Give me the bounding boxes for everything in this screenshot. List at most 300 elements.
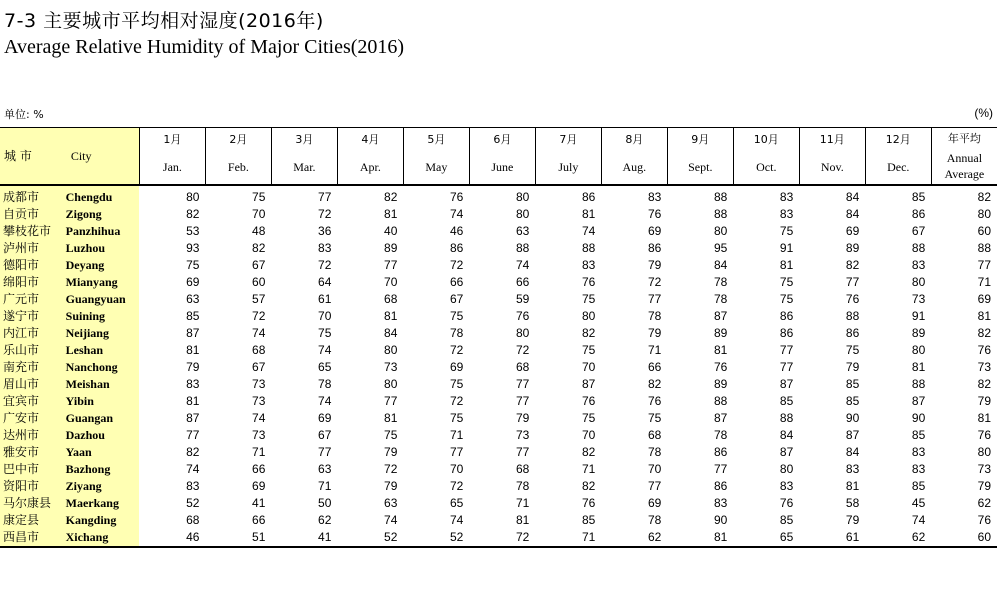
city-name-cn: 绵阳市 xyxy=(0,274,63,291)
humidity-cell: 79 xyxy=(384,479,398,493)
humidity-cell: 87 xyxy=(845,428,860,442)
humidity-cell: 65 xyxy=(318,360,332,374)
humidity-cell: 62 xyxy=(601,529,667,547)
humidity-cell: 85 xyxy=(845,394,860,408)
city-name-cn: 遂宁市 xyxy=(0,308,63,325)
humidity-cell: 63 xyxy=(318,462,332,476)
humidity-cell: 81 xyxy=(667,529,733,547)
table-row xyxy=(0,223,997,240)
city-name-en: Kangding xyxy=(63,512,140,529)
city-name-en: Chengdu xyxy=(63,185,140,206)
humidity-cell: 75 xyxy=(779,275,794,289)
city-name-cn: 达州市 xyxy=(0,427,63,444)
humidity-cell: 87 xyxy=(713,309,728,323)
table-row xyxy=(0,342,997,359)
humidity-cell: 80 xyxy=(581,309,596,323)
humidity-cell: 72 xyxy=(252,309,266,323)
humidity-cell: 90 xyxy=(713,513,728,527)
humidity-cell: 81 xyxy=(186,343,200,357)
humidity-cell: 88 xyxy=(581,241,596,255)
table-row xyxy=(0,393,997,410)
humidity-cell: 86 xyxy=(779,309,794,323)
humidity-cell: 80 xyxy=(515,326,530,340)
humidity-cell: 51 xyxy=(205,529,271,547)
humidity-cell: 66 xyxy=(252,462,266,476)
humidity-cell: 71 xyxy=(252,445,266,459)
table-row xyxy=(0,185,997,206)
humidity-cell: 71 xyxy=(450,428,464,442)
annual-average-cell: 73 xyxy=(977,360,991,374)
annual-average-header: 年平均 Annual Average xyxy=(931,128,997,186)
humidity-cell: 66 xyxy=(647,360,662,374)
humidity-cell: 77 xyxy=(318,445,332,459)
humidity-cell: 66 xyxy=(515,275,530,289)
humidity-cell: 71 xyxy=(318,479,332,493)
humidity-cell: 83 xyxy=(779,207,794,221)
humidity-cell: 73 xyxy=(252,394,266,408)
humidity-cell: 80 xyxy=(779,462,794,476)
humidity-cell: 67 xyxy=(450,292,464,306)
humidity-cell: 52 xyxy=(403,529,469,547)
month-header-dec: 12月 Dec. xyxy=(865,128,931,186)
humidity-cell: 41 xyxy=(271,529,337,547)
humidity-cell: 84 xyxy=(845,207,860,221)
humidity-cell: 88 xyxy=(515,241,530,255)
city-name-cn: 自贡市 xyxy=(0,206,63,223)
city-name-cn: 资阳市 xyxy=(0,478,63,495)
humidity-cell: 70 xyxy=(450,462,464,476)
annual-average-cell: 80 xyxy=(977,445,991,459)
humidity-cell: 88 xyxy=(713,190,728,204)
humidity-cell: 79 xyxy=(647,326,662,340)
humidity-cell: 45 xyxy=(911,496,926,510)
humidity-cell: 81 xyxy=(384,309,398,323)
humidity-cell: 72 xyxy=(469,529,535,547)
humidity-cell: 75 xyxy=(581,292,596,306)
humidity-cell: 86 xyxy=(911,207,926,221)
page-title-english: Average Relative Humidity of Major Cities(2016) xyxy=(4,36,405,58)
table-row xyxy=(0,325,997,342)
humidity-cell: 71 xyxy=(535,529,601,547)
table-row xyxy=(0,410,997,427)
table-row xyxy=(0,291,997,308)
city-header-en: City xyxy=(70,149,92,163)
city-name-cn: 广元市 xyxy=(0,291,63,308)
humidity-cell: 87 xyxy=(186,326,200,340)
humidity-cell: 82 xyxy=(581,326,596,340)
annual-average-cell: 71 xyxy=(977,275,991,289)
humidity-cell: 83 xyxy=(779,479,794,493)
humidity-cell: 70 xyxy=(581,428,596,442)
humidity-cell: 61 xyxy=(799,529,865,547)
annual-average-cell: 60 xyxy=(931,529,997,547)
humidity-cell: 79 xyxy=(845,513,860,527)
table-row xyxy=(0,461,997,478)
humidity-cell: 85 xyxy=(911,479,926,493)
city-name-cn: 内江市 xyxy=(0,325,63,342)
humidity-cell: 76 xyxy=(450,190,464,204)
city-name-en: Suining xyxy=(63,308,140,325)
humidity-cell: 64 xyxy=(318,275,332,289)
humidity-cell: 86 xyxy=(713,445,728,459)
humidity-cell: 73 xyxy=(252,428,266,442)
humidity-cell: 74 xyxy=(318,343,332,357)
humidity-cell: 80 xyxy=(384,343,398,357)
humidity-cell: 83 xyxy=(581,258,596,272)
annual-average-cell: 81 xyxy=(977,411,991,425)
city-header-cn: 城 市 xyxy=(4,149,32,163)
annual-average-cell: 82 xyxy=(977,377,991,391)
humidity-cell: 75 xyxy=(450,411,464,425)
humidity-cell: 85 xyxy=(186,309,200,323)
humidity-cell: 84 xyxy=(845,445,860,459)
humidity-cell: 75 xyxy=(318,326,332,340)
humidity-cell: 63 xyxy=(384,496,398,510)
humidity-cell: 76 xyxy=(581,394,596,408)
humidity-cell: 62 xyxy=(865,529,931,547)
table-row xyxy=(0,512,997,529)
humidity-cell: 83 xyxy=(186,377,200,391)
table-row xyxy=(0,206,997,223)
humidity-cell: 87 xyxy=(779,445,794,459)
humidity-cell: 88 xyxy=(911,241,926,255)
humidity-cell: 78 xyxy=(647,309,662,323)
table-body xyxy=(0,185,997,547)
humidity-cell: 72 xyxy=(450,258,464,272)
humidity-cell: 80 xyxy=(515,190,530,204)
month-header-aug: 8月 Aug. xyxy=(601,128,667,186)
humidity-cell: 76 xyxy=(647,394,662,408)
humidity-cell: 81 xyxy=(845,479,860,493)
humidity-cell: 81 xyxy=(384,411,398,425)
humidity-cell: 85 xyxy=(581,513,596,527)
humidity-cell: 61 xyxy=(318,292,332,306)
unit-label: 单位: % xyxy=(4,108,44,121)
city-name-cn: 泸州市 xyxy=(0,240,63,257)
humidity-cell: 78 xyxy=(713,428,728,442)
humidity-cell: 72 xyxy=(450,343,464,357)
humidity-cell: 73 xyxy=(911,292,926,306)
humidity-cell: 70 xyxy=(384,275,398,289)
humidity-cell: 76 xyxy=(779,496,794,510)
humidity-cell: 72 xyxy=(384,462,398,476)
humidity-cell: 77 xyxy=(384,258,398,272)
humidity-cell: 88 xyxy=(845,309,860,323)
humidity-cell: 50 xyxy=(318,496,332,510)
month-header-apr: 4月 Apr. xyxy=(337,128,403,186)
table-row xyxy=(0,444,997,461)
humidity-cell: 86 xyxy=(581,190,596,204)
humidity-cell: 75 xyxy=(384,428,398,442)
humidity-cell: 70 xyxy=(647,462,662,476)
month-header-may: 5月 May xyxy=(403,128,469,186)
humidity-cell: 77 xyxy=(450,445,464,459)
humidity-cell: 79 xyxy=(186,360,200,374)
humidity-cell: 65 xyxy=(733,529,799,547)
humidity-cell: 81 xyxy=(581,207,596,221)
humidity-table xyxy=(0,127,997,548)
humidity-cell: 75 xyxy=(581,411,596,425)
humidity-cell: 84 xyxy=(845,190,860,204)
humidity-cell: 95 xyxy=(713,241,728,255)
humidity-cell: 78 xyxy=(318,377,332,391)
humidity-cell: 88 xyxy=(713,394,728,408)
table-header-row xyxy=(0,128,997,186)
humidity-cell: 81 xyxy=(515,513,530,527)
humidity-cell: 89 xyxy=(911,326,926,340)
humidity-cell: 71 xyxy=(515,496,530,510)
humidity-cell: 72 xyxy=(450,394,464,408)
humidity-cell: 86 xyxy=(779,326,794,340)
humidity-cell: 88 xyxy=(779,411,794,425)
humidity-cell: 60 xyxy=(252,275,266,289)
humidity-cell: 80 xyxy=(911,275,926,289)
humidity-cell: 79 xyxy=(845,360,860,374)
humidity-cell: 77 xyxy=(647,479,662,493)
humidity-cell: 63 xyxy=(515,224,530,238)
annual-average-cell: 60 xyxy=(977,224,991,238)
humidity-cell: 77 xyxy=(515,445,530,459)
humidity-cell: 48 xyxy=(252,224,266,238)
annual-average-cell: 88 xyxy=(977,241,991,255)
city-name-en: Panzhihua xyxy=(63,223,140,240)
humidity-cell: 78 xyxy=(450,326,464,340)
humidity-cell: 77 xyxy=(515,394,530,408)
humidity-cell: 74 xyxy=(252,326,266,340)
humidity-cell: 83 xyxy=(647,190,662,204)
city-name-cn: 攀枝花市 xyxy=(0,223,63,240)
humidity-cell: 77 xyxy=(515,377,530,391)
humidity-cell: 75 xyxy=(647,411,662,425)
humidity-cell: 69 xyxy=(647,496,662,510)
humidity-cell: 77 xyxy=(318,190,332,204)
table-row xyxy=(0,240,997,257)
humidity-cell: 74 xyxy=(252,411,266,425)
month-header-nov: 11月 Nov. xyxy=(799,128,865,186)
humidity-cell: 88 xyxy=(911,377,926,391)
humidity-cell: 75 xyxy=(779,292,794,306)
humidity-cell: 78 xyxy=(647,513,662,527)
humidity-cell: 59 xyxy=(515,292,530,306)
humidity-cell: 68 xyxy=(252,343,266,357)
city-name-en: Luzhou xyxy=(63,240,140,257)
humidity-cell: 81 xyxy=(911,360,926,374)
humidity-cell: 72 xyxy=(318,207,332,221)
humidity-cell: 80 xyxy=(713,224,728,238)
humidity-cell: 87 xyxy=(779,377,794,391)
city-name-cn: 广安市 xyxy=(0,410,63,427)
humidity-cell: 79 xyxy=(515,411,530,425)
humidity-cell: 83 xyxy=(713,496,728,510)
humidity-cell: 80 xyxy=(515,207,530,221)
humidity-cell: 75 xyxy=(779,224,794,238)
humidity-cell: 83 xyxy=(911,258,926,272)
month-header-jun: 6月 June xyxy=(469,128,535,186)
annual-average-cell: 76 xyxy=(977,428,991,442)
humidity-cell: 89 xyxy=(845,241,860,255)
table-row xyxy=(0,257,997,274)
humidity-cell: 78 xyxy=(713,292,728,306)
humidity-cell: 74 xyxy=(450,207,464,221)
city-name-cn: 马尔康县 xyxy=(0,495,63,512)
city-name-cn: 德阳市 xyxy=(0,257,63,274)
humidity-cell: 89 xyxy=(713,377,728,391)
humidity-cell: 87 xyxy=(581,377,596,391)
city-name-en: Meishan xyxy=(63,376,140,393)
humidity-cell: 52 xyxy=(186,496,200,510)
humidity-cell: 87 xyxy=(713,411,728,425)
annual-average-cell: 81 xyxy=(977,309,991,323)
humidity-cell: 82 xyxy=(384,190,398,204)
humidity-cell: 71 xyxy=(581,462,596,476)
humidity-cell: 72 xyxy=(647,275,662,289)
annual-average-cell: 82 xyxy=(977,326,991,340)
humidity-cell: 77 xyxy=(779,343,794,357)
city-name-cn: 眉山市 xyxy=(0,376,63,393)
humidity-cell: 84 xyxy=(713,258,728,272)
humidity-cell: 74 xyxy=(450,513,464,527)
table-row xyxy=(0,376,997,393)
table-row xyxy=(0,359,997,376)
humidity-cell: 76 xyxy=(581,275,596,289)
month-header-jul: 7月 July xyxy=(535,128,601,186)
humidity-cell: 70 xyxy=(581,360,596,374)
humidity-cell: 70 xyxy=(252,207,266,221)
annual-average-cell: 77 xyxy=(977,258,991,272)
humidity-cell: 82 xyxy=(186,445,200,459)
humidity-cell: 86 xyxy=(713,479,728,493)
humidity-cell: 76 xyxy=(845,292,860,306)
humidity-cell: 85 xyxy=(779,513,794,527)
humidity-cell: 58 xyxy=(845,496,860,510)
humidity-cell: 75 xyxy=(845,343,860,357)
annual-average-cell: 82 xyxy=(977,190,991,204)
humidity-cell: 81 xyxy=(779,258,794,272)
annual-average-cell: 62 xyxy=(977,496,991,510)
city-name-en: Ziyang xyxy=(63,478,140,495)
humidity-cell: 78 xyxy=(647,445,662,459)
city-name-en: Yibin xyxy=(63,393,140,410)
city-name-cn: 西昌市 xyxy=(0,529,63,547)
humidity-cell: 82 xyxy=(581,479,596,493)
humidity-cell: 86 xyxy=(450,241,464,255)
humidity-cell: 77 xyxy=(384,394,398,408)
page-title-chinese: 7-3 主要城市平均相对湿度(2016年) xyxy=(4,10,324,32)
humidity-cell: 88 xyxy=(713,207,728,221)
humidity-cell: 74 xyxy=(581,224,596,238)
table-row xyxy=(0,478,997,495)
humidity-cell: 82 xyxy=(186,207,200,221)
humidity-cell: 84 xyxy=(384,326,398,340)
humidity-cell: 87 xyxy=(186,411,200,425)
humidity-cell: 76 xyxy=(581,496,596,510)
humidity-cell: 90 xyxy=(911,411,926,425)
humidity-cell: 73 xyxy=(384,360,398,374)
humidity-cell: 85 xyxy=(911,428,926,442)
humidity-cell: 91 xyxy=(911,309,926,323)
humidity-cell: 83 xyxy=(911,462,926,476)
humidity-cell: 84 xyxy=(779,428,794,442)
humidity-cell: 76 xyxy=(647,207,662,221)
humidity-cell: 74 xyxy=(186,462,200,476)
city-name-cn: 乐山市 xyxy=(0,342,63,359)
humidity-cell: 79 xyxy=(384,445,398,459)
annual-average-cell: 79 xyxy=(977,394,991,408)
city-name-en: Zigong xyxy=(63,206,140,223)
humidity-cell: 63 xyxy=(186,292,200,306)
table-row xyxy=(0,529,997,547)
table-row xyxy=(0,495,997,512)
humidity-cell: 67 xyxy=(911,224,926,238)
humidity-cell: 81 xyxy=(186,394,200,408)
humidity-cell: 69 xyxy=(450,360,464,374)
city-name-cn: 雅安市 xyxy=(0,444,63,461)
humidity-cell: 46 xyxy=(450,224,464,238)
city-name-en: Bazhong xyxy=(63,461,140,478)
month-header-sep: 9月 Sept. xyxy=(667,128,733,186)
city-name-en: Dazhou xyxy=(63,427,140,444)
humidity-cell: 85 xyxy=(845,377,860,391)
table-row xyxy=(0,427,997,444)
month-header-jan: 1月 Jan. xyxy=(139,128,205,186)
humidity-cell: 93 xyxy=(186,241,200,255)
month-header-oct: 10月 Oct. xyxy=(733,128,799,186)
humidity-cell: 75 xyxy=(186,258,200,272)
humidity-cell: 69 xyxy=(647,224,662,238)
humidity-cell: 40 xyxy=(384,224,398,238)
humidity-cell: 75 xyxy=(450,377,464,391)
humidity-cell: 80 xyxy=(186,190,200,204)
city-name-cn: 成都市 xyxy=(0,185,63,206)
humidity-cell: 80 xyxy=(911,343,926,357)
humidity-cell: 66 xyxy=(252,513,266,527)
humidity-cell: 80 xyxy=(384,377,398,391)
humidity-cell: 78 xyxy=(515,479,530,493)
humidity-cell: 85 xyxy=(911,190,926,204)
humidity-cell: 69 xyxy=(318,411,332,425)
humidity-cell: 89 xyxy=(713,326,728,340)
humidity-cell: 74 xyxy=(318,394,332,408)
humidity-cell: 83 xyxy=(186,479,200,493)
humidity-cell: 82 xyxy=(845,258,860,272)
humidity-cell: 62 xyxy=(318,513,332,527)
humidity-cell: 69 xyxy=(186,275,200,289)
humidity-cell: 82 xyxy=(647,377,662,391)
annual-average-cell: 76 xyxy=(977,343,991,357)
humidity-cell: 68 xyxy=(647,428,662,442)
humidity-cell: 83 xyxy=(911,445,926,459)
humidity-cell: 81 xyxy=(384,207,398,221)
city-name-en: Nanchong xyxy=(63,359,140,376)
humidity-cell: 72 xyxy=(515,343,530,357)
humidity-cell: 86 xyxy=(845,326,860,340)
city-name-en: Maerkang xyxy=(63,495,140,512)
humidity-cell: 87 xyxy=(911,394,926,408)
annual-average-cell: 79 xyxy=(977,479,991,493)
humidity-cell: 72 xyxy=(450,479,464,493)
humidity-cell: 76 xyxy=(515,309,530,323)
city-name-en: Yaan xyxy=(63,444,140,461)
humidity-cell: 81 xyxy=(713,343,728,357)
humidity-cell: 82 xyxy=(252,241,266,255)
city-name-en: Deyang xyxy=(63,257,140,274)
humidity-cell: 85 xyxy=(779,394,794,408)
humidity-cell: 36 xyxy=(318,224,332,238)
humidity-cell: 75 xyxy=(581,343,596,357)
humidity-cell: 89 xyxy=(384,241,398,255)
unit-label-right: (%) xyxy=(974,106,993,120)
humidity-cell: 57 xyxy=(252,292,266,306)
